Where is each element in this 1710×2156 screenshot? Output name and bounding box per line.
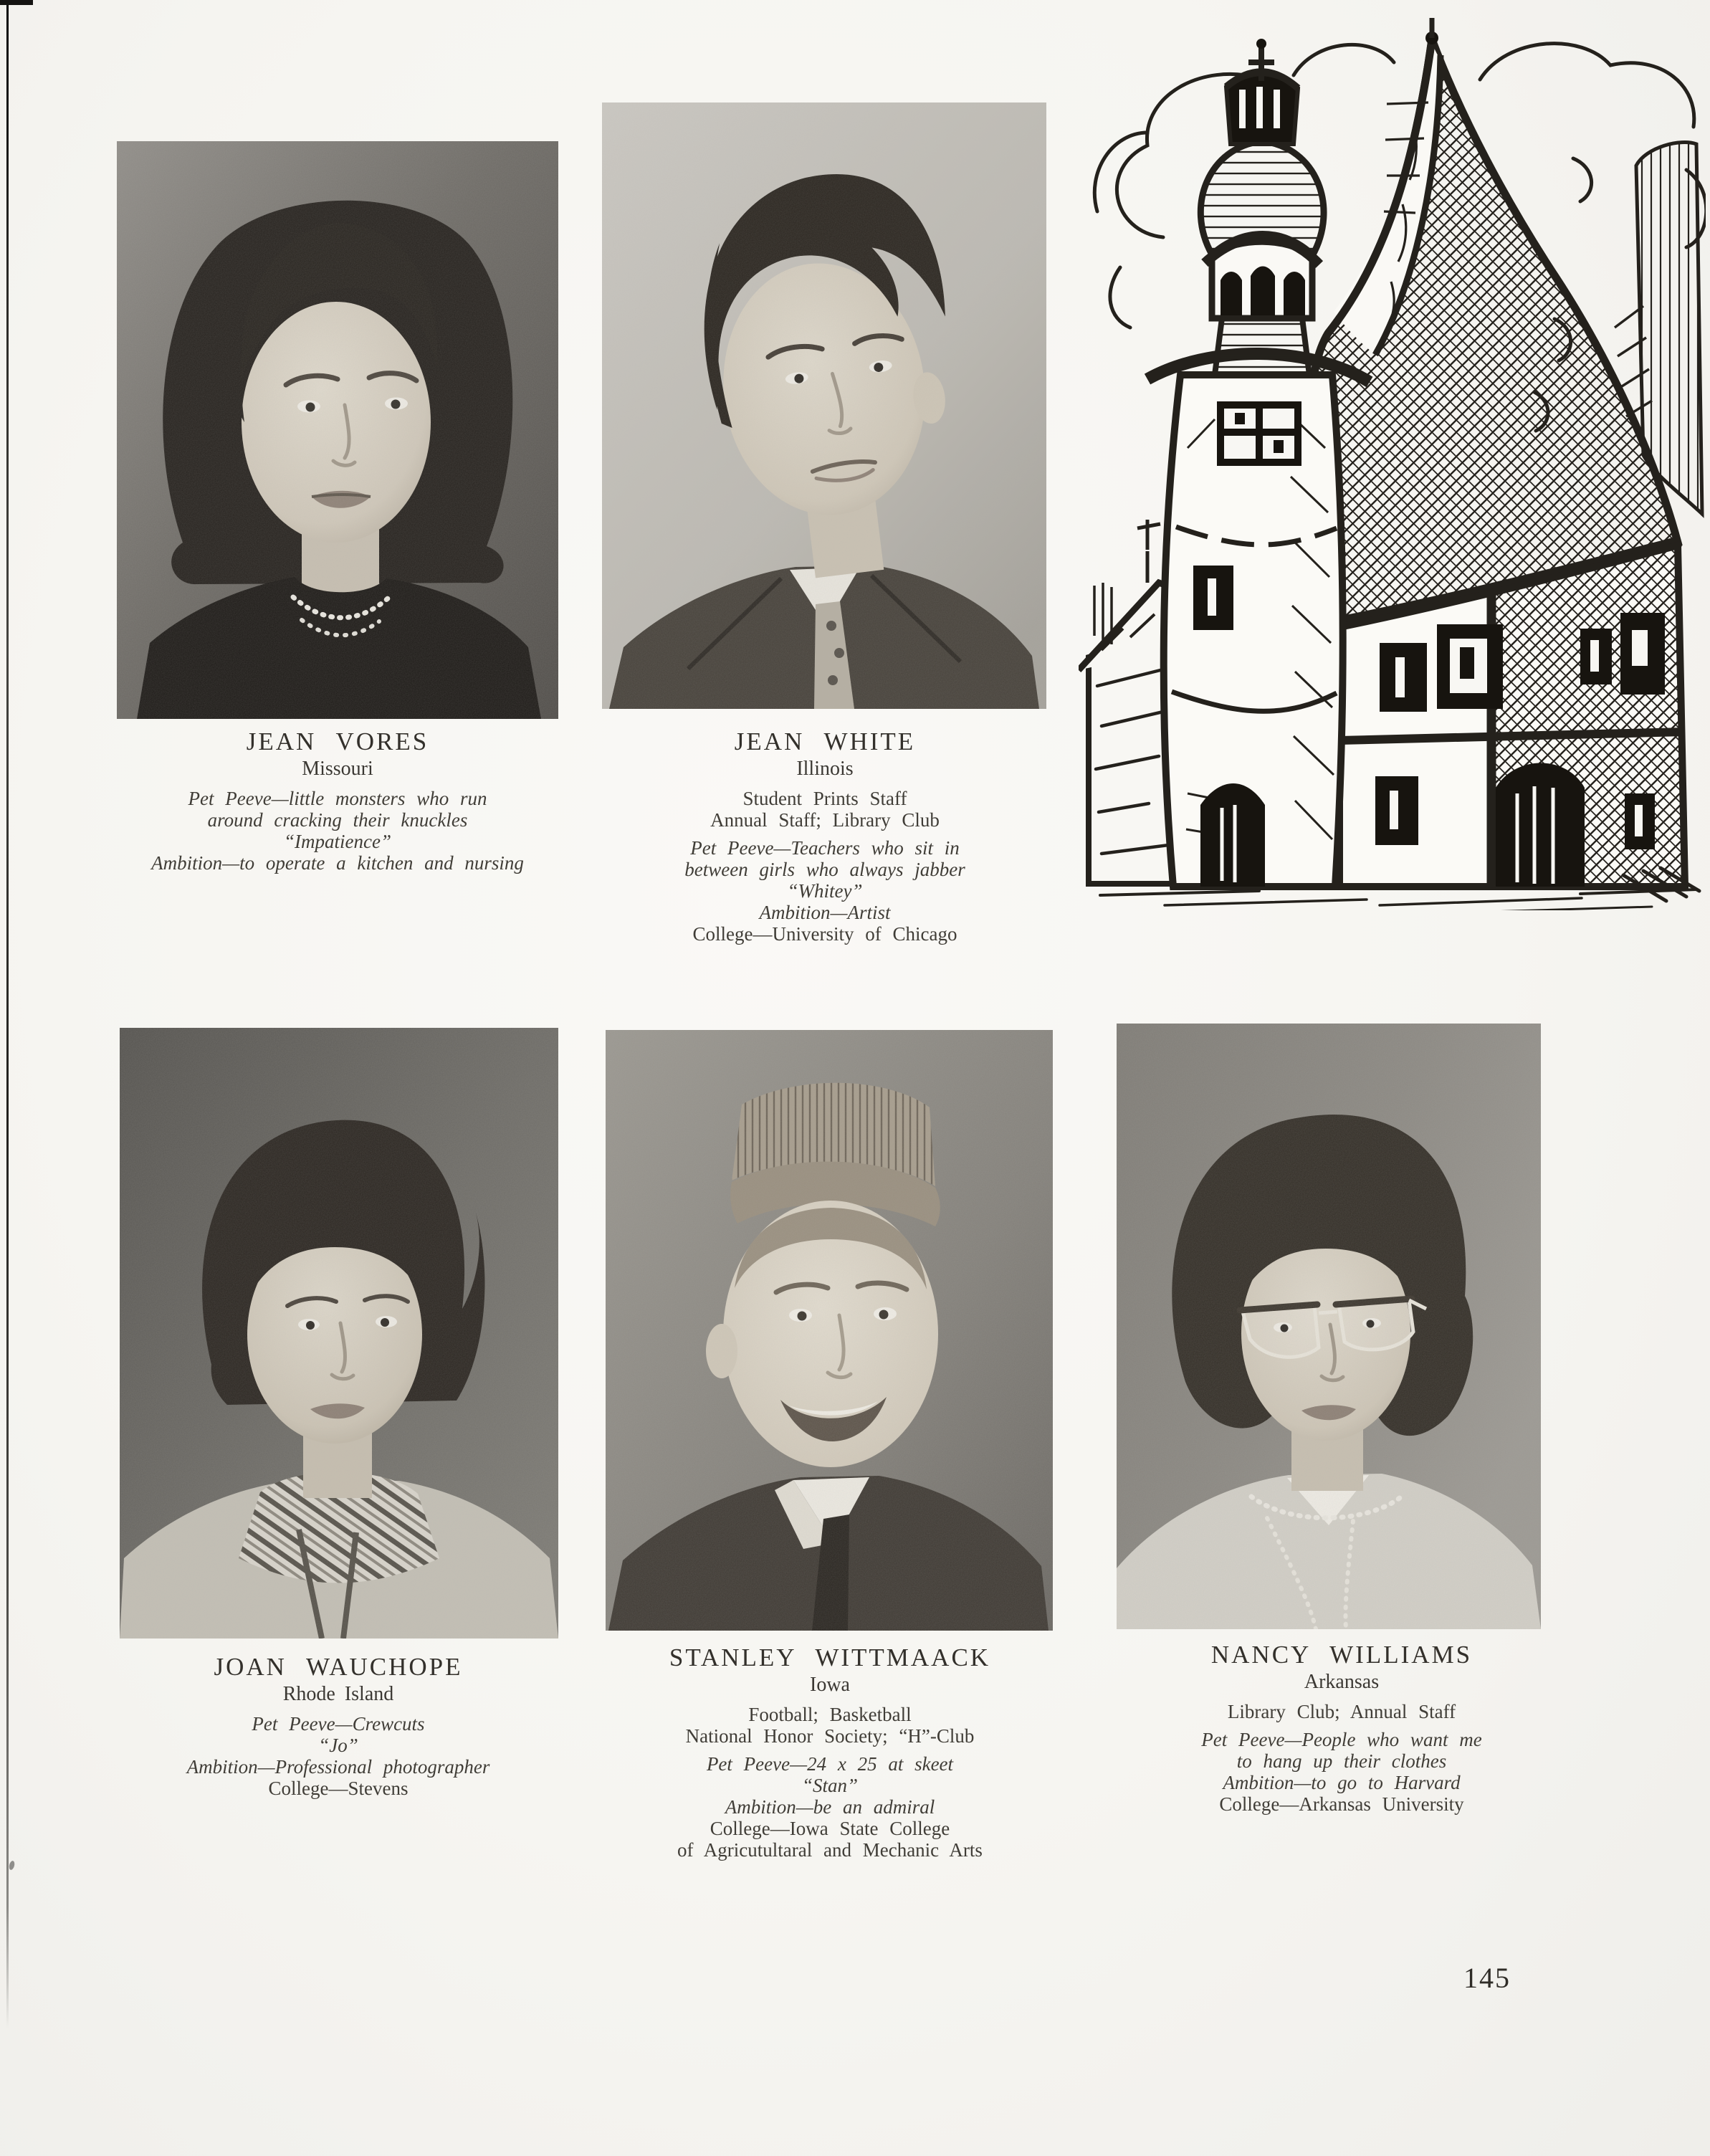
student-state: Arkansas bbox=[1304, 1671, 1380, 1693]
pet-peeve-line: Pet Peeve—Crewcuts bbox=[252, 1713, 425, 1735]
portrait-photo-joan-wauchope bbox=[120, 1028, 558, 1639]
activity-line: Library Club; Annual Staff bbox=[1227, 1701, 1456, 1722]
student-entry-jean-vores bbox=[99, 727, 576, 874]
nickname-line: “Whitey” bbox=[787, 880, 863, 902]
student-state: Rhode Island bbox=[282, 1683, 394, 1705]
scan-corner-artifact bbox=[0, 0, 33, 5]
scan-smudge bbox=[9, 1860, 16, 1870]
ambition-line: Ambition—Artist bbox=[759, 902, 891, 923]
activity-line: Football; Basketball bbox=[748, 1704, 912, 1725]
student-name: NANCY WILLIAMS bbox=[1210, 1641, 1473, 1669]
college-line: College—University of Chicago bbox=[692, 923, 957, 945]
pet-peeve-line: between girls who always jabber bbox=[684, 859, 965, 880]
scan-edge-artifact bbox=[6, 0, 9, 2028]
house-sketch-illustration bbox=[1079, 18, 1706, 910]
activity-line: National Honor Society; “H”-Club bbox=[685, 1725, 975, 1747]
activity-line: Annual Staff; Library Club bbox=[710, 809, 940, 831]
ambition-line: Ambition—Professional photographer bbox=[186, 1756, 490, 1778]
nickname-line: “Impatience” bbox=[284, 831, 391, 852]
student-state: Illinois bbox=[796, 758, 854, 780]
student-entry-joan-wauchope bbox=[100, 1652, 576, 1799]
student-name: JOAN WAUCHOPE bbox=[214, 1653, 463, 1681]
pet-peeve-line: around cracking their knuckles bbox=[207, 809, 468, 831]
pet-peeve-line: Pet Peeve—24 x 25 at skeet bbox=[706, 1753, 954, 1775]
nickname-line: “Jo” bbox=[318, 1735, 358, 1756]
student-entry-jean-white bbox=[586, 727, 1064, 945]
nickname-line: “Stan” bbox=[801, 1775, 859, 1796]
portrait-photo-nancy-williams bbox=[1117, 1024, 1541, 1629]
student-entry-nancy-williams bbox=[1105, 1640, 1578, 1815]
student-name: JEAN WHITE bbox=[734, 728, 916, 755]
page-number: 145 bbox=[1463, 1962, 1511, 1994]
college-line: of Agricutultaral and Mechanic Arts bbox=[677, 1839, 983, 1861]
college-line: College—Stevens bbox=[268, 1778, 409, 1799]
ambition-line: Ambition—to operate a kitchen and nursing bbox=[151, 852, 524, 874]
ambition-line: Ambition—to go to Harvard bbox=[1223, 1772, 1461, 1793]
student-name: JEAN VORES bbox=[246, 728, 429, 755]
portrait-photo-jean-white bbox=[602, 102, 1046, 709]
activity-line: Student Prints Staff bbox=[742, 788, 907, 809]
college-line: College—Arkansas University bbox=[1219, 1793, 1464, 1815]
ambition-line: Ambition—be an admiral bbox=[725, 1796, 935, 1818]
student-entry-stanley-wittmaack bbox=[577, 1643, 1083, 1861]
student-name: STANLEY WITTMAACK bbox=[669, 1644, 991, 1671]
portrait-photo-stanley-wittmaack bbox=[606, 1030, 1053, 1631]
pet-peeve-line: Pet Peeve—Teachers who sit in bbox=[690, 837, 960, 859]
pet-peeve-line: Pet Peeve—People who want me bbox=[1201, 1729, 1482, 1750]
portrait-photo-jean-vores bbox=[117, 141, 558, 719]
pet-peeve-line: Pet Peeve—little monsters who run bbox=[188, 788, 487, 809]
college-line: College—Iowa State College bbox=[710, 1818, 950, 1839]
student-state: Iowa bbox=[810, 1674, 850, 1696]
pet-peeve-line: to hang up their clothes bbox=[1236, 1750, 1447, 1772]
student-state: Missouri bbox=[302, 758, 373, 780]
